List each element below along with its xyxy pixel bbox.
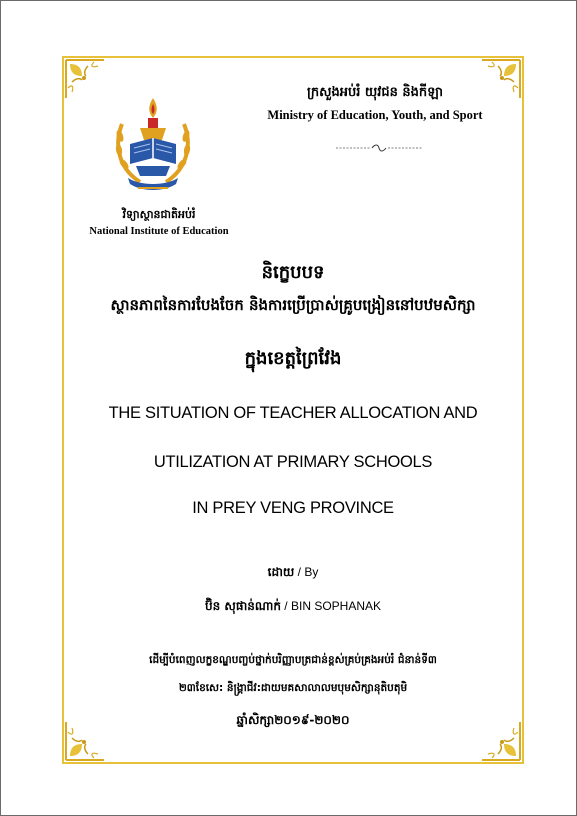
title-english-line-3: IN PREY VENG PROVINCE: [192, 499, 394, 517]
author-name-english: BIN SOPHANAK: [290, 599, 382, 613]
by-line: [64, 564, 522, 582]
ministry-name-english: Ministry of Education, Youth, and Sport: [267, 108, 483, 122]
ornament-corner-icon: [64, 58, 108, 102]
nie-emblem-icon: [110, 94, 196, 202]
degree-statement-line-1: ដើម្បីបំពេញលក្ខខណ្ឌបញ្ចប់ថ្នាក់បរិញ្ញាបត្រជាន់ខ្ពស់គ្រប់គ្រងអប់រំ ជំនាន់ទី៣: [149, 654, 437, 666]
title-khmer-line-1: ស្ថានភាពនៃការបែងចែក និងការប្រើប្រាស់គ្រូបង្រៀននៅបឋមសិក្សា: [110, 296, 476, 314]
ministry-name-khmer: ក្រសួងអប់រំ យុវជន និងកីឡា: [306, 85, 444, 100]
title-english-line-2: UTILIZATION AT PRIMARY SCHOOLS: [153, 453, 433, 471]
academic-year: ឆ្នាំសិក្សា២០១៩-២០២០: [236, 713, 350, 727]
title-english-line-1: THE SITUATION OF TEACHER ALLOCATION AND: [108, 404, 478, 422]
document-type-khmer: និក្ខេបបទ: [261, 262, 325, 283]
degree-statement-line-2: ២៣ខែសេ: និង្គ្រាជីវ:ដាយមគសាលាលមបុមសិក្សានុតិបតុមិ: [178, 682, 408, 694]
thesis-cover-page: [62, 56, 524, 764]
author-line: [64, 598, 522, 616]
by-label-english: By: [304, 565, 319, 579]
divider-flourish-icon: [334, 144, 424, 152]
author-separator: /: [284, 599, 288, 613]
by-separator: /: [297, 565, 301, 579]
author-name-khmer: ប៊ិន សុផាន់ណាក់: [204, 599, 281, 613]
by-label-khmer: ដោយ: [267, 565, 295, 579]
institute-name-khmer: វិទ្យាស្ថានជាតិអប់រំ: [122, 208, 196, 221]
institute-name-english: National Institute of Education: [89, 226, 229, 237]
title-khmer-line-2: ក្នុងខេត្តព្រៃវែង: [244, 348, 342, 369]
